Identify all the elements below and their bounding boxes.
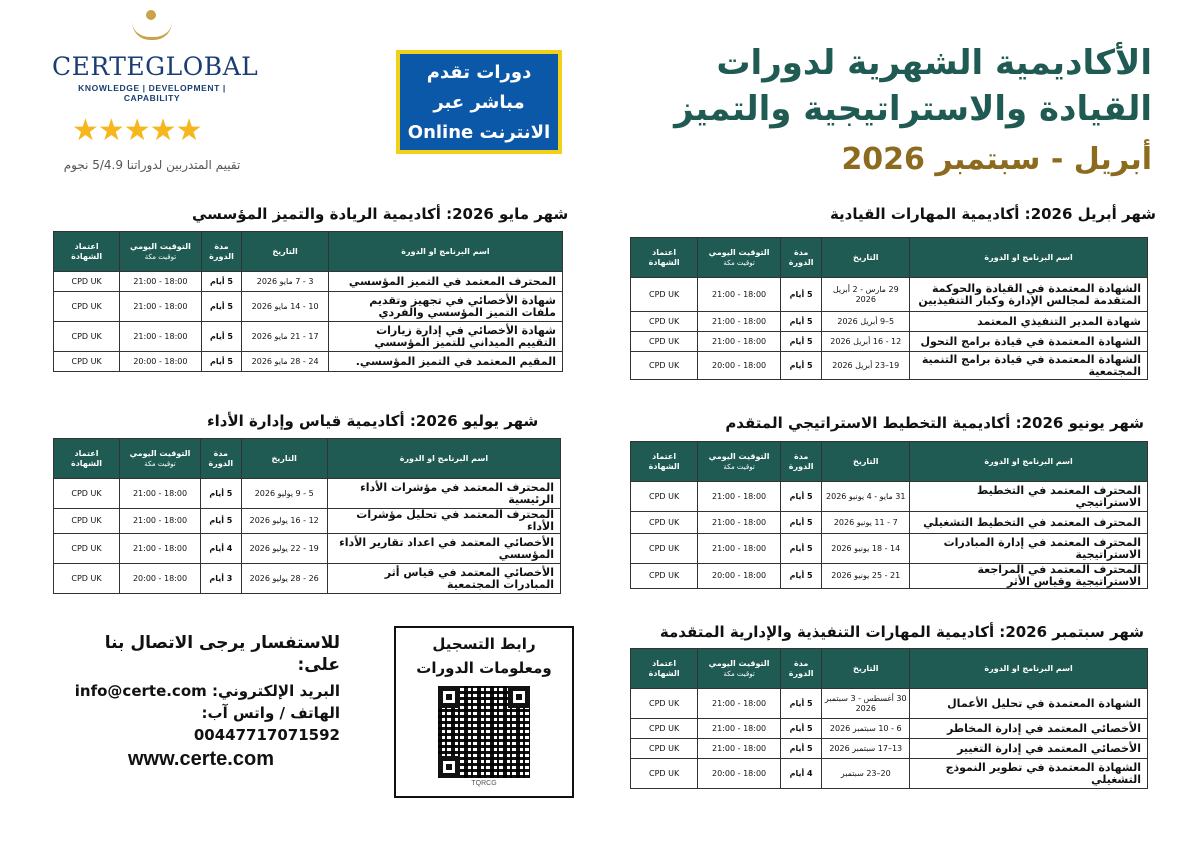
- time-cell: 18:00 - 21:00: [120, 322, 201, 352]
- column-header: اعتماد الشهادة: [631, 238, 698, 278]
- column-header: مدة الدورة: [780, 649, 821, 689]
- table-row: [631, 312, 1148, 332]
- table-row: [631, 534, 1148, 564]
- schedule-table-june: [630, 441, 1148, 589]
- column-header: التاريخ: [822, 238, 910, 278]
- program-cell: الأخصائي المعتمد في إدارة المخاطر: [910, 719, 1148, 739]
- time-cell: 18:00 - 21:00: [698, 278, 781, 312]
- cert-cell: CPD UK: [54, 479, 120, 509]
- section-title-may: شهر مايو 2026: أكاديمية الريادة والتميز المؤسسي: [192, 205, 569, 223]
- online-line: مباشر عبر: [433, 92, 525, 113]
- column-header: اعتماد الشهادة: [631, 649, 698, 689]
- online-line: الانترنت Online: [407, 122, 551, 143]
- table-row: [631, 564, 1148, 589]
- date-cell: 19–23 أبريل 2026: [822, 352, 910, 380]
- date-cell: 14 - 18 يونيو 2026: [822, 534, 910, 564]
- website-link[interactable]: www.certe.com: [128, 748, 274, 770]
- schedule-table-july: [53, 438, 561, 594]
- qr-code-icon[interactable]: [438, 686, 530, 778]
- table-header-row: [54, 232, 563, 272]
- cert-cell: CPD UK: [631, 719, 698, 739]
- contact-block: [70, 632, 340, 746]
- cert-cell: CPD UK: [54, 509, 120, 534]
- section-title-july: شهر يوليو 2026: أكاديمية قياس وإدارة الأداء: [207, 412, 539, 430]
- column-header: مدة الدورة: [201, 232, 242, 272]
- column-header: التوقيت اليومي توقيت مكة: [698, 442, 781, 482]
- time-cell: 18:00 - 20:00: [119, 564, 200, 594]
- time-cell: 18:00 - 21:00: [119, 509, 200, 534]
- cert-cell: CPD UK: [631, 482, 698, 512]
- registration-title-2: ومعلومات الدورات: [416, 659, 552, 677]
- duration-cell: 5 أيام: [201, 272, 242, 292]
- online-badge: [396, 50, 562, 154]
- program-cell: المقيم المعتمد في التميز المؤسسي.: [328, 352, 562, 372]
- column-header: اعتماد الشهادة: [54, 232, 120, 272]
- title-line: القيادة والاستراتيجية والتميز: [674, 89, 1152, 129]
- program-cell: المحترف المعتمد في التخطيط التشغيلي: [910, 512, 1148, 534]
- program-cell: شهادة المدير التنفيذي المعتمد: [910, 312, 1148, 332]
- time-cell: 18:00 - 21:00: [698, 512, 781, 534]
- date-cell: 31 مايو - 4 يونيو 2026: [822, 482, 910, 512]
- online-line: دورات تقدم: [426, 62, 532, 83]
- time-cell: 18:00 - 20:00: [120, 352, 201, 372]
- cert-cell: CPD UK: [631, 278, 698, 312]
- registration-title-1: رابط التسجيل: [432, 635, 536, 653]
- cert-cell: CPD UK: [54, 322, 120, 352]
- table-row: [54, 534, 561, 564]
- date-cell: 3 - 7 مايو 2026: [242, 272, 329, 292]
- rating-text: تقييم المتدربين لدوراتنا 5/4.9 نجوم: [63, 158, 241, 172]
- duration-cell: 5 أيام: [780, 512, 821, 534]
- program-cell: المحترف المعتمد في التميز المؤسسي: [328, 272, 562, 292]
- date-cell: 17 - 21 مايو 2026: [242, 322, 329, 352]
- cert-cell: CPD UK: [54, 534, 120, 564]
- date-cell: 20–23 سبتمبر: [822, 759, 910, 789]
- program-cell: المحترف المعتمد في المراجعة الاستراتيجية وقياس الأثر: [910, 564, 1148, 589]
- time-cell: 18:00 - 21:00: [120, 272, 201, 292]
- time-cell: 18:00 - 21:00: [698, 689, 781, 719]
- program-cell: الأخصائي المعتمد في إدارة التغيير: [910, 739, 1148, 759]
- column-header: التاريخ: [241, 439, 327, 479]
- date-cell: 6 - 10 سبتمبر 2026: [822, 719, 910, 739]
- cert-cell: CPD UK: [54, 272, 120, 292]
- section-title-april: شهر أبريل 2026: أكاديمية المهارات القيادية: [829, 205, 1156, 223]
- table-row: [631, 719, 1148, 739]
- duration-cell: 5 أيام: [201, 352, 242, 372]
- column-header: اسم البرنامج او الدورة: [910, 238, 1148, 278]
- column-header: اسم البرنامج او الدورة: [910, 649, 1148, 689]
- cert-cell: CPD UK: [631, 759, 698, 789]
- time-cell: 18:00 - 21:00: [698, 719, 781, 739]
- time-cell: 18:00 - 21:00: [698, 534, 781, 564]
- program-cell: شهادة الأخصائي في إدارة زيارات التقييم الميداني للتميز المؤسسي: [328, 322, 562, 352]
- cert-cell: CPD UK: [631, 534, 698, 564]
- duration-cell: 5 أيام: [780, 312, 821, 332]
- duration-cell: 5 أيام: [780, 739, 821, 759]
- cert-cell: CPD UK: [631, 564, 698, 589]
- title-line: الأكاديمية الشهرية لدورات: [716, 43, 1152, 83]
- table-header-row: [631, 442, 1148, 482]
- brand-name: CERTEGLOBAL: [52, 52, 259, 81]
- table-header-row: [54, 439, 561, 479]
- column-header: مدة الدورة: [780, 238, 821, 278]
- column-header: التوقيت اليومي توقيت مكة: [119, 439, 200, 479]
- rating-stars-icon: ★★★★★: [72, 113, 202, 148]
- table-row: [54, 292, 563, 322]
- contact-phone[interactable]: الهاتف / واتس آب: 00447717071592: [193, 704, 340, 744]
- time-cell: 18:00 - 21:00: [698, 739, 781, 759]
- program-cell: الشهادة المعتمدة في قيادة برامج التنمية المجتمعية: [910, 352, 1148, 380]
- table-row: [54, 352, 563, 372]
- contact-heading: للاستفسار يرجى الاتصال بنا على:: [104, 633, 340, 675]
- time-cell: 18:00 - 20:00: [698, 759, 781, 789]
- cert-cell: CPD UK: [631, 689, 698, 719]
- program-cell: الأخصائي المعتمد في اعداد تقارير الأداء المؤسسي: [327, 534, 560, 564]
- section-title-september: شهر سبتمبر 2026: أكاديمية المهارات التنفيذية والإدارية المتقدمة: [659, 623, 1144, 641]
- schedule-table-may: [53, 231, 563, 372]
- column-header: اعتماد الشهادة: [631, 442, 698, 482]
- program-cell: الشهادة المعتمدة في القيادة والحوكمة المتقدمة لمجالس الإدارة وكبار التنفيذيين: [910, 278, 1148, 312]
- date-cell: 12 - 16 يوليو 2026: [241, 509, 327, 534]
- schedule-table-april: [630, 237, 1148, 380]
- date-cell: 19 - 22 يوليو 2026: [241, 534, 327, 564]
- column-header: التوقيت اليومي توقيت مكة: [120, 232, 201, 272]
- program-cell: المحترف المعتمد في التخطيط الاستراتيجي: [910, 482, 1148, 512]
- table-row: [631, 759, 1148, 789]
- schedule-table-september: [630, 648, 1148, 789]
- program-cell: الشهادة المعتمدة في تطوير النموذج التشغيلي: [910, 759, 1148, 789]
- duration-cell: 5 أيام: [780, 278, 821, 312]
- table-row: [631, 512, 1148, 534]
- cert-cell: CPD UK: [631, 332, 698, 352]
- duration-cell: 5 أيام: [780, 352, 821, 380]
- duration-cell: 5 أيام: [201, 322, 242, 352]
- program-cell: الشهادة المعتمدة في تحليل الأعمال: [910, 689, 1148, 719]
- program-cell: الشهادة المعتمدة في قيادة برامج التحول: [910, 332, 1148, 352]
- registration-box[interactable]: [394, 626, 574, 798]
- date-cell: 21 - 25 يونيو 2026: [822, 564, 910, 589]
- duration-cell: 5 أيام: [780, 689, 821, 719]
- cert-cell: CPD UK: [631, 739, 698, 759]
- duration-cell: 5 أيام: [780, 482, 821, 512]
- cert-cell: CPD UK: [631, 352, 698, 380]
- time-cell: 18:00 - 20:00: [698, 564, 781, 589]
- column-header: التاريخ: [242, 232, 329, 272]
- date-cell: 12 - 16 أبريل 2026: [822, 332, 910, 352]
- date-cell: 26 - 28 يوليو 2026: [241, 564, 327, 594]
- date-cell: 7 - 11 يونيو 2026: [822, 512, 910, 534]
- section-title-june: شهر يونيو 2026: أكاديمية التخطيط الاستراتيجي المتقدم: [725, 414, 1144, 432]
- table-row: [54, 564, 561, 594]
- cert-cell: CPD UK: [54, 292, 120, 322]
- date-range: أبريل - سبتمبر 2026: [841, 142, 1152, 177]
- logo-swoosh-icon: [122, 10, 182, 50]
- table-header-row: [631, 238, 1148, 278]
- date-cell: 10 - 14 مايو 2026: [242, 292, 329, 322]
- duration-cell: 5 أيام: [201, 292, 242, 322]
- brand-logo: [52, 10, 259, 103]
- table-row: [631, 689, 1148, 719]
- program-cell: المحترف المعتمد في تحليل مؤشرات الأداء: [327, 509, 560, 534]
- table-row: [54, 272, 563, 292]
- time-cell: 18:00 - 20:00: [698, 352, 781, 380]
- column-header: مدة الدورة: [780, 442, 821, 482]
- program-cell: الأخصائي المعتمد في قياس أثر المبادرات المجتمعية: [327, 564, 560, 594]
- contact-email[interactable]: البريد الإلكتروني: info@certe.com: [74, 682, 340, 700]
- table-row: [54, 479, 561, 509]
- column-header: اسم البرنامج او الدورة: [327, 439, 560, 479]
- table-row: [631, 352, 1148, 380]
- date-cell: 5–9 أبريل 2026: [822, 312, 910, 332]
- column-header: التوقيت اليومي توقيت مكة: [698, 649, 781, 689]
- time-cell: 18:00 - 21:00: [698, 332, 781, 352]
- time-cell: 18:00 - 21:00: [119, 479, 200, 509]
- cert-cell: CPD UK: [631, 512, 698, 534]
- time-cell: 18:00 - 21:00: [119, 534, 200, 564]
- duration-cell: 5 أيام: [780, 719, 821, 739]
- cert-cell: CPD UK: [631, 312, 698, 332]
- time-cell: 18:00 - 21:00: [698, 312, 781, 332]
- program-cell: المحترف المعتمد في إدارة المبادرات الاستراتيجية: [910, 534, 1148, 564]
- duration-cell: 3 أيام: [201, 564, 242, 594]
- column-header: التاريخ: [822, 649, 910, 689]
- column-header: اعتماد الشهادة: [54, 439, 120, 479]
- table-header-row: [631, 649, 1148, 689]
- table-row: [54, 509, 561, 534]
- cert-cell: CPD UK: [54, 352, 120, 372]
- column-header: اسم البرنامج او الدورة: [328, 232, 562, 272]
- table-row: [54, 322, 563, 352]
- brand-tagline: KNOWLEDGE | DEVELOPMENT | CAPABILITY: [78, 83, 226, 103]
- duration-cell: 5 أيام: [780, 564, 821, 589]
- time-cell: 18:00 - 21:00: [698, 482, 781, 512]
- page-title: [552, 40, 1152, 132]
- date-cell: 24 - 28 مايو 2026: [242, 352, 329, 372]
- date-cell: 13–17 سبتمبر 2026: [822, 739, 910, 759]
- program-cell: شهادة الأخصائي في تجهيز وتقديم ملفات التميز المؤسسي والفردي: [328, 292, 562, 322]
- cert-cell: CPD UK: [54, 564, 120, 594]
- column-header: مدة الدورة: [201, 439, 242, 479]
- duration-cell: 5 أيام: [201, 479, 242, 509]
- date-cell: 30 أغسطس - 3 سبتمبر 2026: [822, 689, 910, 719]
- program-cell: المحترف المعتمد في مؤشرات الأداء الرئيسية: [327, 479, 560, 509]
- time-cell: 18:00 - 21:00: [120, 292, 201, 322]
- column-header: التوقيت اليومي توقيت مكة: [698, 238, 781, 278]
- duration-cell: 5 أيام: [780, 332, 821, 352]
- table-row: [631, 739, 1148, 759]
- column-header: التاريخ: [822, 442, 910, 482]
- column-header: اسم البرنامج او الدورة: [910, 442, 1148, 482]
- duration-cell: 5 أيام: [780, 534, 821, 564]
- table-row: [631, 482, 1148, 512]
- table-row: [631, 332, 1148, 352]
- duration-cell: 4 أيام: [780, 759, 821, 789]
- duration-cell: 4 أيام: [201, 534, 242, 564]
- table-row: [631, 278, 1148, 312]
- date-cell: 5 - 9 يوليو 2026: [241, 479, 327, 509]
- qr-brand: TQRCG: [471, 780, 497, 787]
- date-cell: 29 مارس - 2 أبريل 2026: [822, 278, 910, 312]
- duration-cell: 5 أيام: [201, 509, 242, 534]
